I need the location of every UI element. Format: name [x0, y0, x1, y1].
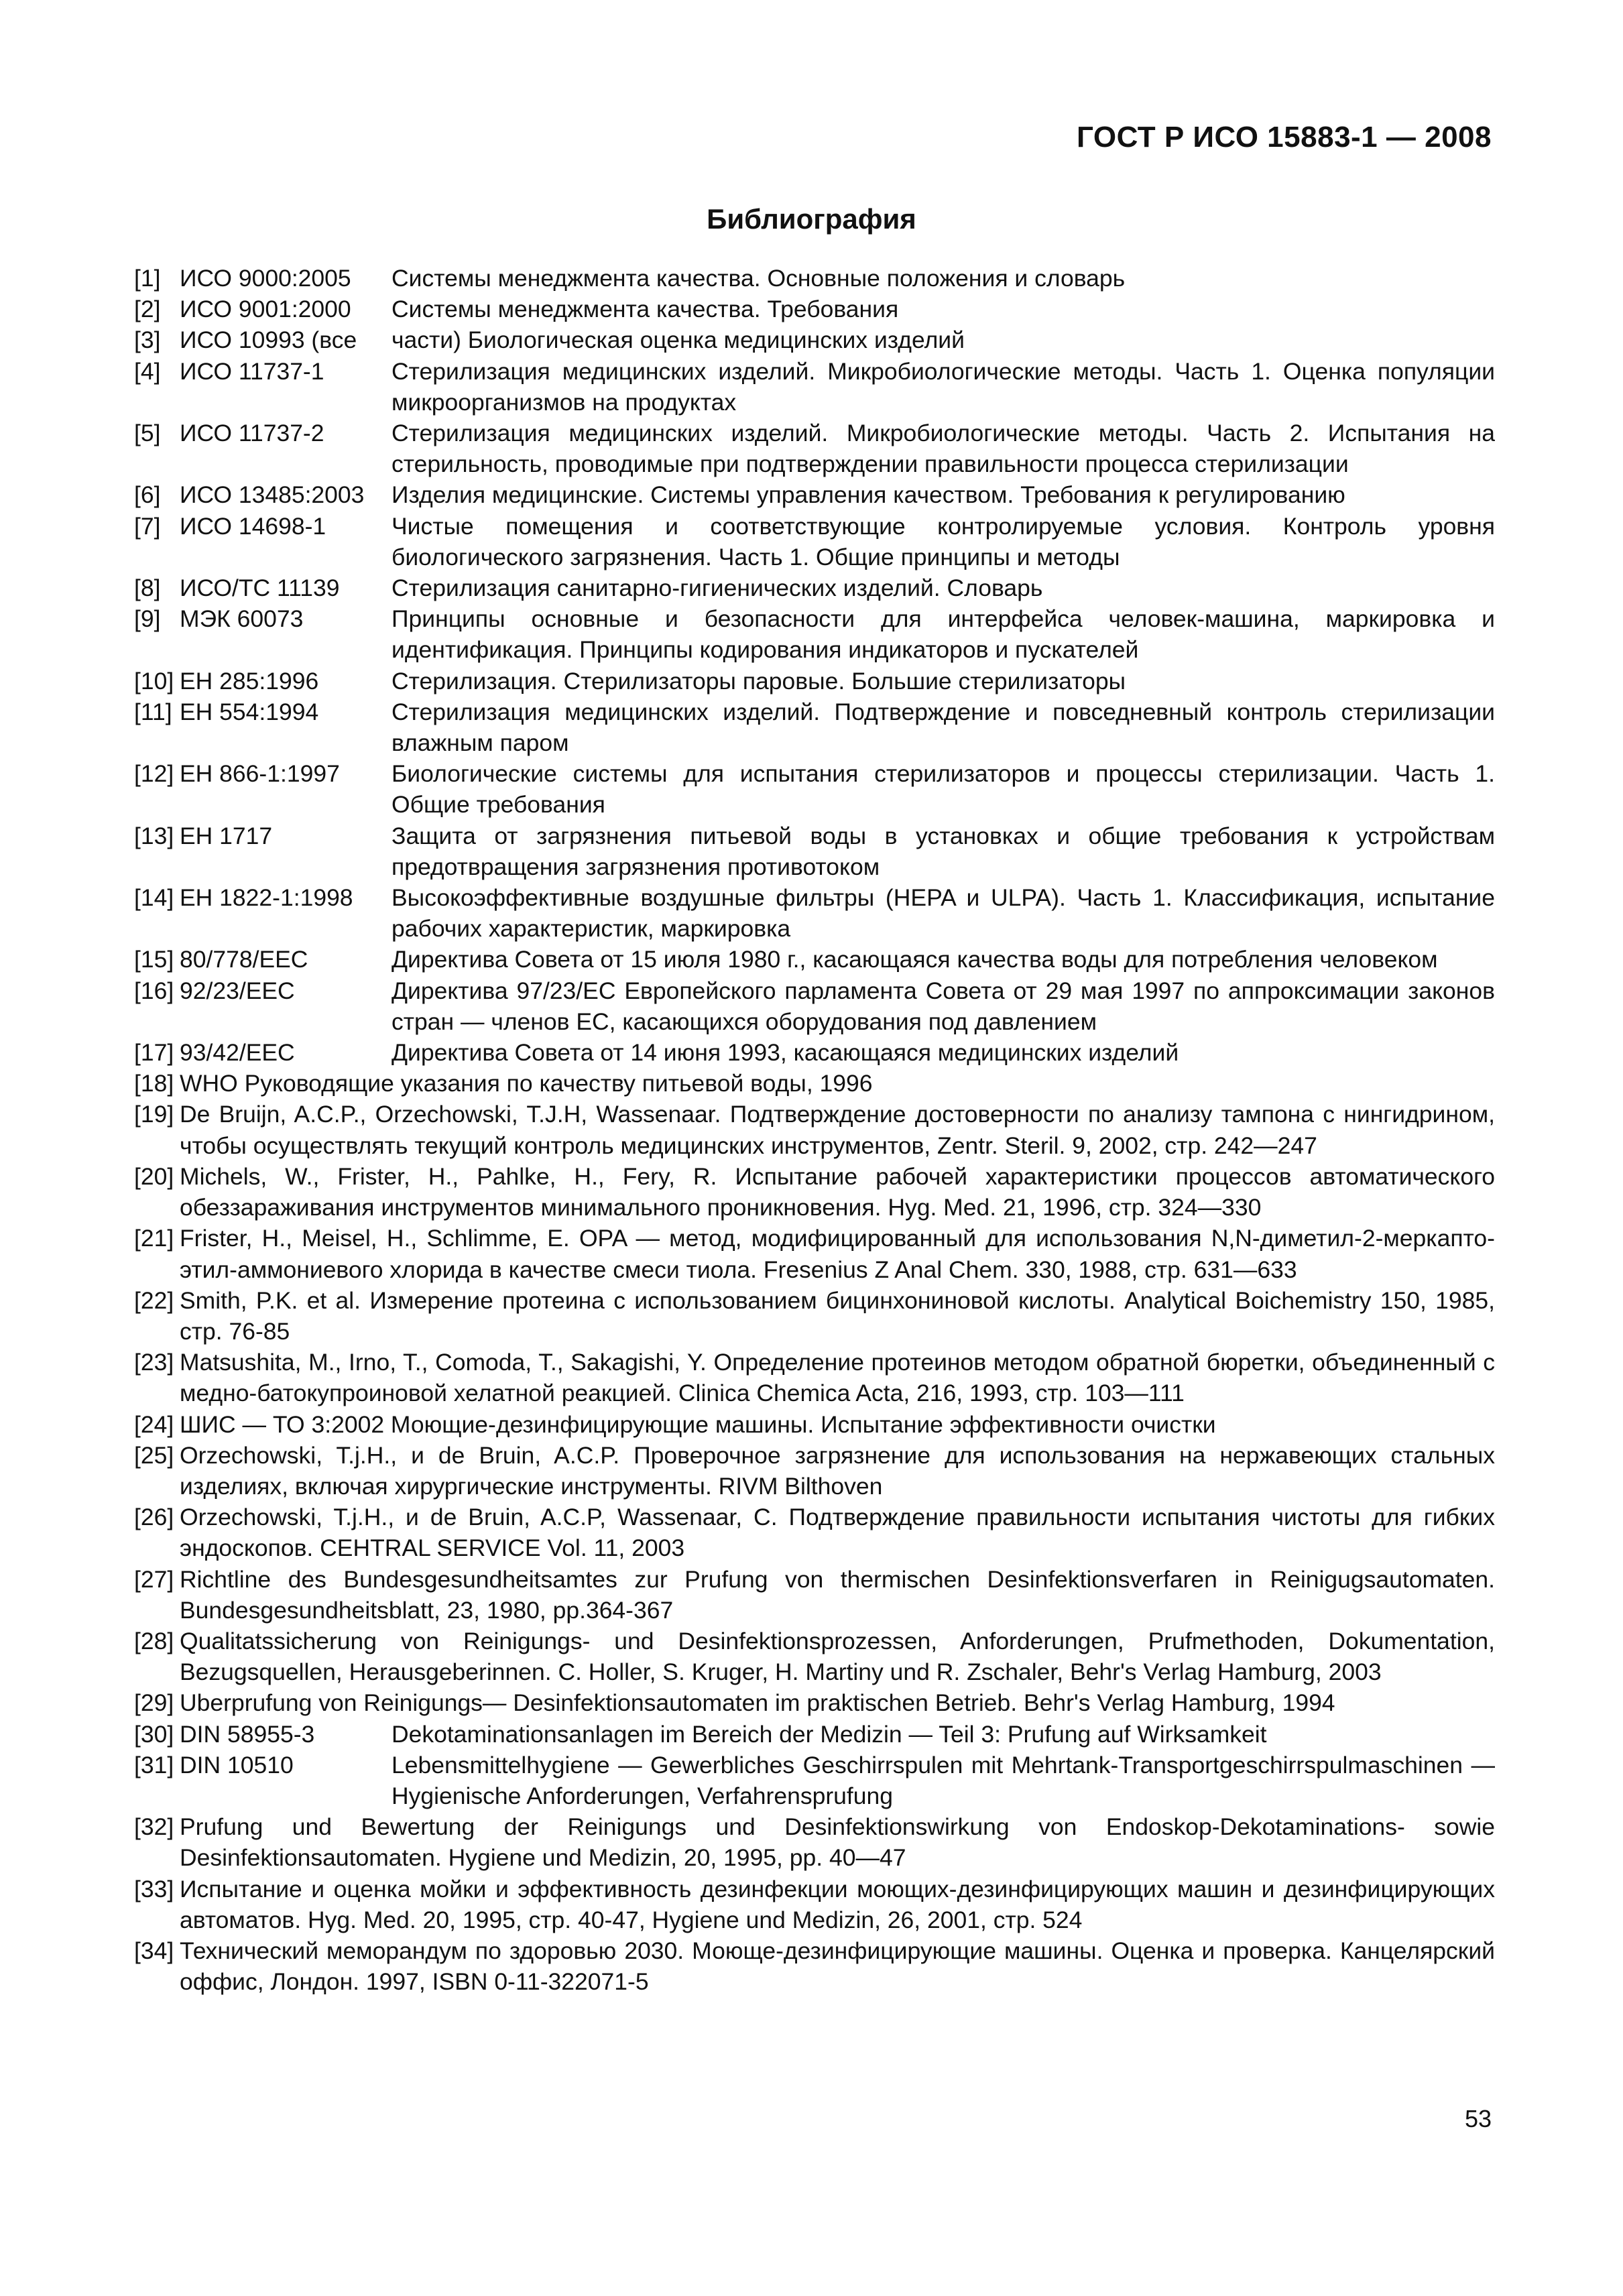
bibliography-list: [134, 263, 1495, 1997]
bibliography-entry: [134, 758, 1495, 820]
entry-text: Системы менеджмента качества. Основные положения и словарь: [392, 265, 1126, 292]
bibliography-entry: [134, 356, 1495, 418]
entry-number: [30]: [134, 1720, 174, 1748]
entry-text: Prufung und Bewertung der Reinigungs und Desinfektionswirkung von Endoskop-Dekotaminations- sowie Desinfektionsautomaten. Hygiene und Medizin, 20, 1995, pp. 40—47: [180, 1813, 1495, 1872]
bibliography-entry: [134, 1440, 1495, 1502]
entry-number: [3]: [134, 326, 161, 354]
bibliography-entry: [134, 1626, 1495, 1687]
page-number: 53: [1464, 2105, 1492, 2132]
entry-number: [33]: [134, 1875, 174, 1902]
entry-number: [27]: [134, 1565, 174, 1593]
entry-standard-code: ЕН 285:1996: [180, 667, 319, 694]
bibliography-entry: [134, 1502, 1495, 1563]
bibliography-entry: [134, 324, 1495, 355]
entry-text: части) Биологическая оценка медицинских изделий: [392, 326, 965, 354]
bibliography-entry: [134, 1099, 1495, 1160]
entry-number: [31]: [134, 1751, 174, 1778]
bibliography-entry: [134, 1564, 1495, 1626]
entry-standard-code: ИСО 11737-1: [180, 357, 324, 385]
entry-text: Системы менеджмента качества. Требования: [392, 296, 899, 323]
bibliography-entry: [134, 479, 1495, 510]
entry-number: [34]: [134, 1937, 174, 1964]
bibliography-entry: [134, 1409, 1495, 1440]
bibliography-entry: [134, 572, 1495, 603]
bibliography-entry: [134, 1935, 1495, 1997]
entry-standard-code: ЕН 1717: [180, 822, 273, 849]
entry-number: [18]: [134, 1070, 174, 1097]
entry-standard-code: ЕН 554:1994: [180, 698, 319, 725]
bibliography-entry: [134, 1161, 1495, 1223]
entry-standard-code: 92/23/EEC: [180, 977, 295, 1004]
entry-number: [16]: [134, 977, 174, 1004]
entry-text: ШИС — ТО 3:2002 Моющие-дезинфицирующие машины. Испытание эффективности очистки: [180, 1410, 1216, 1438]
entry-number: [21]: [134, 1225, 174, 1252]
entry-text: Стерилизация медицинских изделий. Микробиологические методы. Часть 1. Оценка популяции микроорганизмов на продуктах: [392, 357, 1495, 416]
entry-number: [19]: [134, 1101, 174, 1128]
entry-standard-code: DIN 10510: [180, 1751, 294, 1778]
entry-number: [11]: [134, 698, 172, 725]
entry-number: [32]: [134, 1813, 174, 1841]
entry-number: [13]: [134, 822, 174, 849]
bibliography-entry: [134, 697, 1495, 758]
entry-standard-code: ИСО 14698-1: [180, 512, 326, 540]
entry-standard-code: ИСО 10993 (все: [180, 326, 357, 354]
document-header: ГОСТ Р ИСО 15883-1 — 2008: [1076, 121, 1492, 154]
entry-number: [9]: [134, 605, 161, 633]
bibliography-entry: [134, 1874, 1495, 1935]
bibliography-entry: [134, 263, 1495, 294]
entry-text: WHO Руководящие указания по качеству питьевой воды, 1996: [180, 1070, 873, 1097]
bibliography-entry: [134, 1687, 1495, 1718]
entry-number: [8]: [134, 575, 161, 602]
entry-text: Высокоэффективные воздушные фильтры (HEPA и ULPA). Часть 1. Классификация, испытание рабочих характеристик, маркировка: [392, 884, 1495, 943]
bibliography-entry: [134, 882, 1495, 944]
bibliography-entry: [134, 1285, 1495, 1347]
bibliography-entry: [134, 511, 1495, 572]
entry-text: Директива 97/23/ЕС Европейского парламента Совета от 29 мая 1997 по аппроксимации законов стран — членов ЕС, касающихся оборудования под давлением: [392, 977, 1495, 1035]
entry-standard-code: 93/42/EEC: [180, 1039, 295, 1067]
page-title: Библиография: [707, 203, 916, 235]
bibliography-entry: [134, 1811, 1495, 1873]
entry-text: Smith, P.K. et al. Измерение протеина с использованием бицинхониновой кислоты. Analytical Boichemistry 150, 1985, стр. 76-85: [180, 1286, 1495, 1345]
entry-standard-code: ЕН 1822-1:1998: [180, 884, 353, 912]
entry-text: Orzechowski, T.j.H., и de Bruin, A.C.P. Проверочное загрязнение для использования на нержавеющих стальных изделиях, включая хирургические инструменты. RIVM Bilthoven: [180, 1441, 1495, 1500]
entry-number: [2]: [134, 296, 161, 323]
entry-standard-code: ИСО 13485:2003: [180, 481, 365, 509]
entry-text: Frister, H., Meisel, H., Schlimme, E. OPA — метод, модифицированный для использования N,N-диметил-2-меркапто-этил-аммониевого хлорида в качестве смеси тиола. Fresenius Z Anal Chem. 330, 1988, стр. 631—633: [180, 1225, 1495, 1283]
entry-standard-code: 80/778/EEC: [180, 946, 308, 973]
bibliography-entry: [134, 1719, 1495, 1750]
entry-text: Dekotaminationsanlagen im Bereich der Medizin — Teil 3: Prufung auf Wirksamkeit: [392, 1720, 1267, 1748]
entry-text: Стерилизация медицинских изделий. Микробиологические методы. Часть 2. Испытания на стерильность, проводимые при подтверждении правильности процесса стерилизации: [392, 420, 1495, 478]
entry-text: Изделия медицинские. Системы управления качеством. Требования к регулированию: [392, 481, 1345, 509]
entry-number: [17]: [134, 1039, 174, 1067]
entry-number: [22]: [134, 1286, 174, 1314]
entry-number: [4]: [134, 357, 161, 385]
entry-text: Uberprufung von Reinigungs— Desinfektionsautomaten im praktischen Betrieb. Behr's Verlag Hamburg, 1994: [180, 1689, 1335, 1717]
entry-text: Технический меморандум по здоровью 2030. Моюще-дезинфицирующие машины. Оценка и проверка. Канцелярский оффис, Лондон. 1997, ISBN 0-11-322071-5: [180, 1937, 1495, 1996]
entry-number: [12]: [134, 760, 174, 788]
entry-standard-code: ИСО 11737-2: [180, 420, 324, 447]
entry-number: [28]: [134, 1627, 174, 1654]
entry-number: [26]: [134, 1504, 174, 1531]
entry-standard-code: ИСО 9001:2000: [180, 296, 351, 323]
entry-standard-code: DIN 58955-3: [180, 1720, 315, 1748]
bibliography-entry: [134, 944, 1495, 975]
entry-number: [29]: [134, 1689, 174, 1717]
bibliography-entry: [134, 1068, 1495, 1099]
bibliography-entry: [134, 418, 1495, 479]
entry-text: De Bruijn, A.C.P., Orzechowski, T.J.H, Wassenaar. Подтверждение достоверности по анализу тампона с нингидрином, чтобы осуществлять текущий контроль медицинских инструментов, Zentr. Steril. 9, 2002, стр. 242—247: [180, 1101, 1495, 1159]
entry-text: Директива Совета от 14 июня 1993, касающаяся медицинских изделий: [392, 1039, 1179, 1067]
entry-text: Принципы основные и безопасности для интерфейса человек-машина, маркировка и идентификация. Принципы кодирования индикаторов и пускателей: [392, 605, 1495, 664]
entry-number: [24]: [134, 1410, 174, 1438]
bibliography-entry: [134, 1223, 1495, 1284]
bibliography-entry: [134, 666, 1495, 697]
entry-text: Qualitatssicherung von Reinigungs- und Desinfektionsprozessen, Anforderungen, Prufmethoden, Dokumentation, Bezugsquellen, Herausgeberinnen. C. Holler, S. Kruger, H. Martiny und R. Zschaler, Behr's Verlag Hamburg, 2003: [180, 1627, 1495, 1686]
entry-text: Испытание и оценка мойки и эффективность дезинфекции моющих-дезинфицирующих машин и дезинфицирующих автоматов. Hyg. Med. 20, 1995, стр. 40-47, Hygiene und Medizin, 26, 2001, стр. 524: [180, 1875, 1495, 1933]
entry-number: [6]: [134, 481, 161, 509]
entry-number: [23]: [134, 1349, 174, 1376]
entry-standard-code: ЕН 866-1:1997: [180, 760, 340, 788]
bibliography-entry: [134, 294, 1495, 324]
entry-text: Richtline des Bundesgesundheitsamtes zur Prufung von thermischen Desinfektionsverfaren in Reinigugsautomaten. Bundesgesundheitsblatt, 23, 1980, pp.364-367: [180, 1565, 1495, 1624]
bibliography-entry: [134, 1347, 1495, 1408]
entry-text: Michels, W., Frister, H., Pahlke, H., Fery, R. Испытание рабочей характеристики процессов автоматического обеззараживания инструментов минимального проникновения. Hyg. Med. 21, 1996, стр. 324—330: [180, 1162, 1495, 1221]
entry-text: Чистые помещения и соответствующие контролируемые условия. Контроль уровня биологического загрязнения. Часть 1. Общие принципы и методы: [392, 512, 1495, 570]
entry-number: [7]: [134, 512, 161, 540]
entry-standard-code: ИСО/ТС 11139: [180, 575, 340, 602]
bibliography-entry: [134, 1037, 1495, 1068]
bibliography-entry: [134, 1750, 1495, 1811]
bibliography-entry: [134, 603, 1495, 665]
entry-text: Orzechowski, T.j.H., и de Bruin, A.C.P, Wassenaar, C. Подтверждение правильности испытания чистоты для гибких эндоскопов. CEHTRAL SERVICE Vol. 11, 2003: [180, 1504, 1495, 1562]
entry-text: Стерилизация санитарно-гигиенических изделий. Словарь: [392, 575, 1043, 602]
entry-standard-code: МЭК 60073: [180, 605, 304, 633]
entry-text: Биологические системы для испытания стерилизаторов и процессы стерилизации. Часть 1. Общие требования: [392, 760, 1495, 819]
entry-text: Директива Совета от 15 июля 1980 г., касающаяся качества воды для потребления человеком: [392, 946, 1438, 973]
entry-number: [1]: [134, 265, 161, 292]
entry-number: [10]: [134, 667, 174, 694]
entry-number: [5]: [134, 420, 161, 447]
entry-text: Стерилизация медицинских изделий. Подтверждение и повседневный контроль стерилизации влажным паром: [392, 698, 1495, 757]
entry-text: Стерилизация. Стерилизаторы паровые. Большие стерилизаторы: [392, 667, 1126, 694]
entry-number: [15]: [134, 946, 174, 973]
entry-text: Lebensmittelhygiene — Gewerbliches Geschirrspulen mit Mehrtank-Transportgeschirrspulmaschinen — Hygienische Anforderungen, Verfahrensprufung: [392, 1751, 1495, 1809]
bibliography-entry: [134, 975, 1495, 1037]
entry-text: Защита от загрязнения питьевой воды в установках и общие требования к устройствам предотвращения загрязнения противотоком: [392, 822, 1495, 880]
entry-text: Matsushita, M., Irno, T., Comoda, T., Sakagishi, Y. Определение протеинов методом обратной бюретки, объединенный с медно-батокупроиновой хелатной реакцией. Clinica Chemica Acta, 216, 1993, стр. 103—111: [180, 1349, 1495, 1407]
entry-number: [14]: [134, 884, 174, 912]
bibliography-entry: [134, 821, 1495, 882]
entry-number: [25]: [134, 1441, 174, 1469]
entry-number: [20]: [134, 1162, 174, 1190]
entry-standard-code: ИСО 9000:2005: [180, 265, 351, 292]
